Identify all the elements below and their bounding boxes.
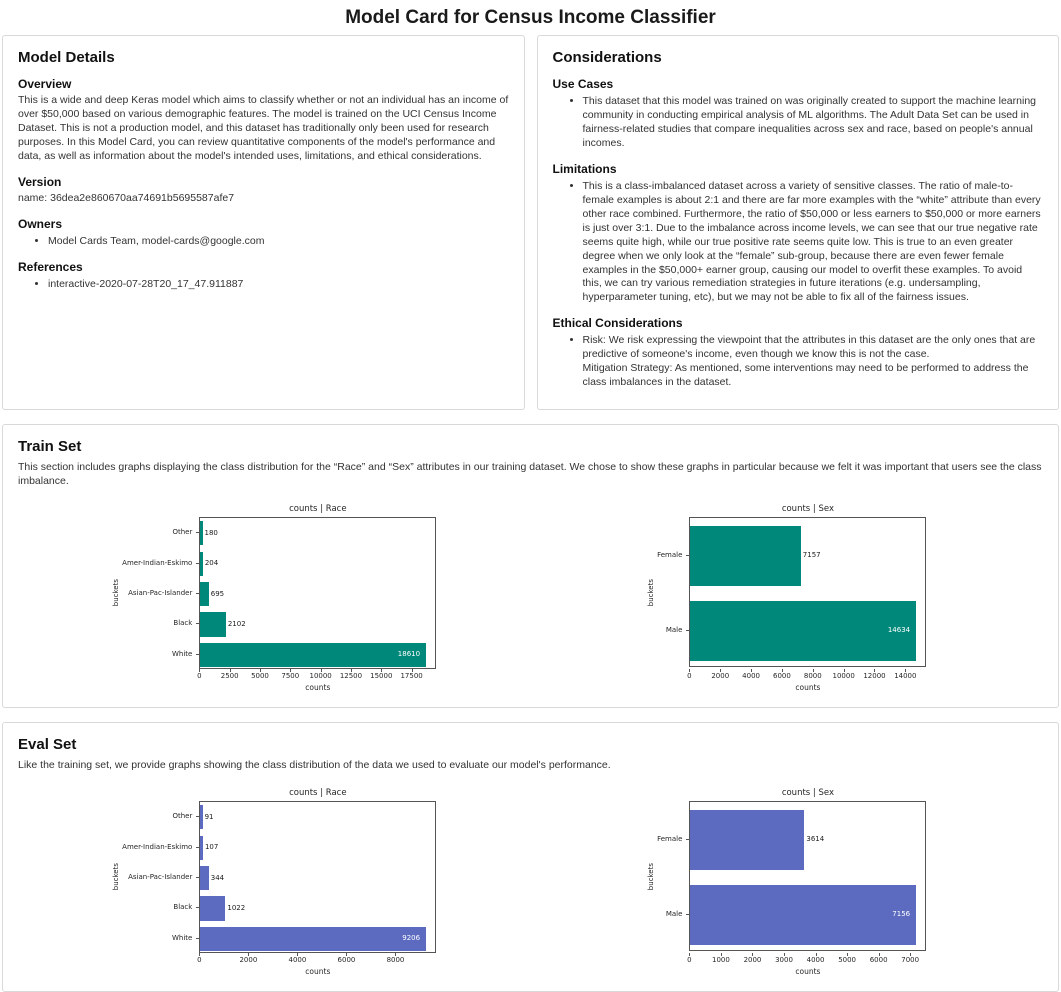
x-axis-label: counts bbox=[305, 683, 331, 693]
x-tick-label: 4000 bbox=[806, 956, 825, 965]
x-tick-label: 6000 bbox=[869, 956, 888, 965]
x-tick-label: 8000 bbox=[386, 956, 405, 965]
bar-value-label: 1022 bbox=[227, 903, 246, 912]
eval-set-heading: Eval Set bbox=[18, 736, 77, 754]
train-sex-chart-cell bbox=[531, 501, 1044, 694]
y-tick-label: Asian-Pac-Islander bbox=[122, 862, 199, 892]
x-tick-label: 0 bbox=[687, 672, 692, 681]
y-tick-label: Amer-Indian-Eskimo bbox=[122, 831, 199, 861]
y-tick-labels bbox=[122, 801, 199, 953]
bar-value-label: 344 bbox=[210, 873, 225, 882]
overview-text: This is a wide and deep Keras model which aims to classify whether or not an individual has an income of over $50,000 based on various demographic features. The model is trained on the UCI Census Income Dataset. This is not a production model, and this dataset has traditionally only been used for research purposes. In this Model Card, you can review quantitative components of the model's performance and data, as well as information about the model's intended uses, limitations, and ethical considerations. bbox=[18, 94, 509, 162]
train-set-card bbox=[2, 424, 1059, 708]
limitation-item: • This is a class-imbalanced dataset across a variety of sensitive classes. The ratio of male-to-female examples is about 2:1 and there are far more examples with the “white” attribute than every other race combined. Furthermore, the ratio of $50,000 or less earners to $50,000 or more earners is just over 3:1. Due to the imbalance across income levels, we can see that our true negative rate seems quite high, while our true positive rate seems quite low. This is true to an even greater degree when we only look at the “female” sub-group, because there are even fewer female examples in the $50,000+ earner group, causing our model to overfit these examples. To avoid this, we can try various remediation strategies in future iterations (e.g. undersampling, hyperparameter tuning, etc), but we may not be able to fix all of the fairness issues. bbox=[583, 180, 1044, 306]
chart-title: counts | Race bbox=[289, 788, 347, 799]
eval-charts-row bbox=[18, 785, 1043, 978]
x-tick-label: 10000 bbox=[309, 672, 332, 681]
train-set-heading: Train Set bbox=[18, 438, 82, 456]
chart-eval-race bbox=[112, 785, 436, 978]
x-axis-label: counts bbox=[305, 967, 331, 977]
ethical-list bbox=[553, 334, 1044, 390]
bar-value-label: 204 bbox=[204, 559, 219, 568]
x-tick-label: 0 bbox=[197, 956, 202, 965]
use-case-item: • This dataset that this model was trained on was originally created to support the machine learning community in conducting empirical analysis of ML algorithms. The Adult Data Set can be used in fairness-related studies that compare inequalities across sex and race, based on people's annual incomes. bbox=[583, 95, 1044, 151]
chart-eval-sex bbox=[647, 785, 926, 978]
bar bbox=[200, 866, 208, 890]
bar-value-label: 107 bbox=[204, 843, 219, 852]
y-axis-label: buckets bbox=[112, 863, 121, 891]
y-tick-label: Male bbox=[657, 592, 689, 667]
x-tick-labels bbox=[689, 669, 926, 682]
x-tick-label: 5000 bbox=[251, 672, 269, 681]
x-tick-label: 6000 bbox=[773, 672, 791, 681]
version-heading: Version bbox=[18, 174, 62, 189]
x-tick-label: 6000 bbox=[337, 956, 356, 965]
considerations-heading: Considerations bbox=[552, 49, 662, 66]
plot-area bbox=[689, 801, 926, 951]
y-axis-label: buckets bbox=[112, 579, 121, 607]
chart-train-race bbox=[112, 501, 436, 694]
ethical-mitigation-text: Mitigation Strategy: As mentioned, some interventions may need to be performed to address the class imbalances in the dataset. bbox=[582, 362, 1029, 389]
bar bbox=[200, 927, 426, 951]
x-tick-label: 1000 bbox=[712, 956, 730, 965]
ethical-item bbox=[583, 334, 1044, 390]
x-tick-label: 17500 bbox=[400, 672, 423, 681]
x-tick-label: 0 bbox=[687, 956, 692, 965]
eval-set-card bbox=[2, 722, 1059, 992]
y-tick-label: Amer-Indian-Eskimo bbox=[122, 548, 199, 578]
bar bbox=[200, 552, 202, 576]
y-tick-labels bbox=[657, 801, 689, 953]
eval-set-description: Like the training set, we provide graphs showing the class distribution of the data we used to evaluate our model's performance. bbox=[18, 759, 611, 772]
bar bbox=[200, 612, 225, 636]
y-tick-label: Other bbox=[122, 801, 199, 831]
y-tick-label: Male bbox=[657, 876, 689, 951]
y-axis-label: buckets bbox=[647, 579, 656, 607]
model-details-card bbox=[2, 35, 525, 410]
x-tick-label: 14000 bbox=[894, 672, 917, 681]
x-tick-label: 3000 bbox=[775, 956, 793, 965]
x-axis-label: counts bbox=[795, 967, 821, 977]
bar-value-label: 7156 bbox=[892, 910, 911, 919]
y-tick-label: Other bbox=[122, 517, 199, 547]
ethical-heading: Ethical Considerations bbox=[552, 316, 683, 331]
eval-sex-chart-cell bbox=[531, 785, 1044, 978]
x-tick-labels bbox=[689, 953, 926, 966]
y-tick-label: Female bbox=[657, 801, 689, 876]
y-tick-label: Black bbox=[122, 608, 199, 638]
bar-value-label: 91 bbox=[204, 812, 214, 821]
model-details-heading: Model Details bbox=[18, 49, 115, 66]
chart-train-sex bbox=[647, 501, 926, 694]
bar bbox=[200, 896, 225, 920]
y-tick-labels bbox=[122, 517, 199, 669]
x-tick-label: 7500 bbox=[281, 672, 300, 681]
bar bbox=[690, 810, 804, 870]
bar-value-label: 9206 bbox=[402, 934, 421, 943]
x-tick-label: 0 bbox=[197, 672, 202, 681]
x-tick-label: 4000 bbox=[742, 672, 761, 681]
y-tick-labels bbox=[657, 517, 689, 669]
owners-list bbox=[18, 235, 509, 249]
bar bbox=[200, 643, 426, 667]
train-set-description: This section includes graphs displaying the class distribution for the “Race” and “Sex” attributes in our training dataset. We chose to show these graphs in particular because we felt it was important that users see the class imbalance. bbox=[18, 461, 1042, 488]
x-axis-label: counts bbox=[795, 683, 821, 693]
references-list bbox=[18, 278, 509, 292]
references-heading: References bbox=[18, 259, 83, 274]
y-tick-label: Asian-Pac-Islander bbox=[122, 578, 199, 608]
bar-value-label: 14634 bbox=[887, 626, 911, 635]
overview-heading: Overview bbox=[18, 77, 72, 91]
x-tick-label: 2000 bbox=[239, 956, 258, 965]
limitations-list bbox=[553, 180, 1044, 306]
bar bbox=[690, 526, 800, 586]
train-charts-row bbox=[18, 501, 1043, 694]
plot-area bbox=[199, 517, 436, 669]
x-tick-label: 8000 bbox=[803, 672, 822, 681]
use-cases-heading: Use Cases bbox=[552, 77, 614, 91]
x-tick-label: 15000 bbox=[370, 672, 393, 681]
x-tick-labels bbox=[199, 953, 436, 966]
considerations-card bbox=[537, 35, 1060, 410]
y-tick-label: Female bbox=[657, 517, 689, 592]
page-title: Model Card for Census Income Classifier bbox=[345, 7, 716, 28]
ethical-risk-text: • Risk: We risk expressing the viewpoint that the attributes in this dataset are the only ones that are predictive of someone's income, even though we know this is not the case. bbox=[582, 334, 1036, 361]
chart-title: counts | Sex bbox=[781, 504, 834, 515]
chart-title: counts | Sex bbox=[781, 788, 834, 799]
train-race-chart-cell bbox=[18, 501, 531, 694]
bar-value-label: 695 bbox=[210, 589, 225, 598]
bar bbox=[200, 805, 202, 829]
x-tick-label: 12000 bbox=[863, 672, 886, 681]
bar bbox=[690, 885, 916, 945]
x-tick-label: 2000 bbox=[743, 956, 762, 965]
x-tick-label: 2500 bbox=[220, 672, 239, 681]
y-tick-label: White bbox=[122, 923, 199, 953]
bar-value-label: 2102 bbox=[227, 620, 246, 628]
reference-item: • interactive-2020-07-28T20_17_47.911887 bbox=[48, 278, 509, 292]
y-tick-label: White bbox=[122, 639, 199, 669]
bar bbox=[200, 836, 203, 860]
chart-title: counts | Race bbox=[289, 504, 347, 515]
x-tick-labels bbox=[199, 669, 436, 682]
x-tick-label: 2000 bbox=[711, 672, 730, 681]
owners-heading: Owners bbox=[18, 216, 63, 231]
bar-value-label: 7157 bbox=[802, 551, 821, 560]
y-tick-label: Black bbox=[122, 892, 199, 922]
x-tick-label: 4000 bbox=[288, 956, 307, 965]
x-tick-label: 12500 bbox=[339, 672, 363, 681]
limitations-heading: Limitations bbox=[552, 161, 617, 176]
bar-value-label: 3614 bbox=[806, 835, 825, 844]
owner-item: • Model Cards Team, model-cards@google.com bbox=[48, 235, 509, 249]
x-tick-label: 10000 bbox=[832, 672, 855, 681]
y-axis-label: buckets bbox=[647, 863, 656, 891]
bar bbox=[200, 521, 202, 545]
bar-value-label: 18610 bbox=[397, 650, 421, 659]
plot-area bbox=[199, 801, 436, 953]
plot-area bbox=[689, 517, 926, 667]
x-tick-label: 7000 bbox=[901, 956, 920, 965]
top-cards-row bbox=[2, 35, 1059, 410]
bar-value-label: 180 bbox=[204, 528, 218, 537]
bar bbox=[200, 582, 208, 606]
bar bbox=[690, 601, 916, 661]
version-text: name: 36dea2e860670aa74691b5695587afe7 bbox=[18, 191, 235, 204]
use-cases-list bbox=[553, 95, 1044, 151]
x-tick-label: 5000 bbox=[838, 956, 857, 965]
eval-race-chart-cell bbox=[18, 785, 531, 978]
